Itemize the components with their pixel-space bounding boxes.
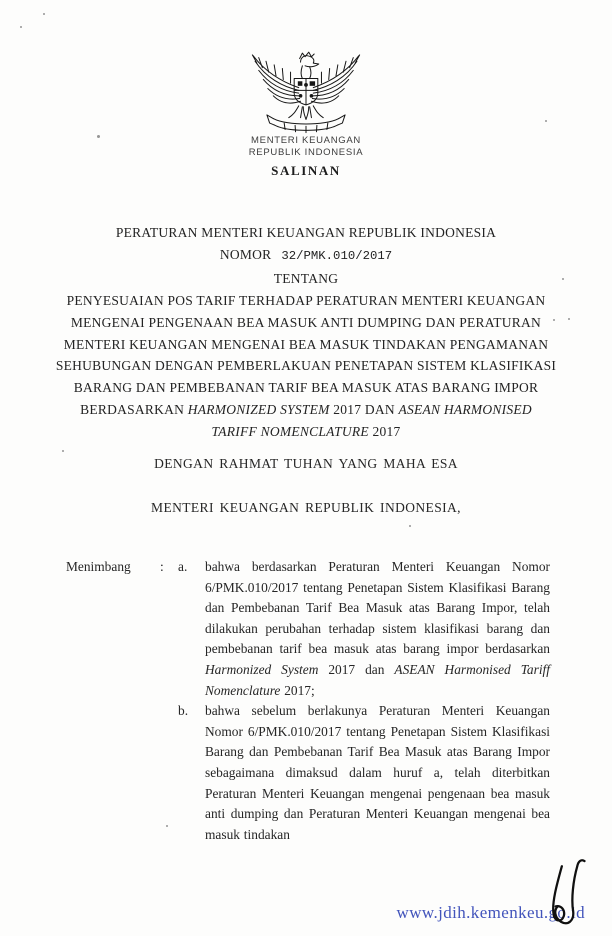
copy-stamp: SALINAN [271, 163, 341, 178]
scan-speck [545, 120, 547, 122]
considerations-label: Menimbang [66, 559, 131, 574]
scan-speck [62, 450, 64, 452]
regulation-number-line [31, 244, 581, 268]
considerations-separator: : [160, 559, 164, 574]
subject-line: MENTERI KEUANGAN MENGENAI BEA MASUK TINDAKAN PENGAMANAN [63, 336, 549, 352]
subject-line: MENGENAI PENGENAAN BEA MASUK ANTI DUMPING DAN PERATURAN [70, 314, 542, 330]
authority-line: MENTERI KEUANGAN REPUBLIK INDONESIA, [151, 500, 461, 515]
consideration-item-a [178, 557, 552, 701]
scan-speck [409, 525, 411, 527]
scan-speck [20, 26, 22, 28]
item-marker: b. [178, 703, 189, 719]
consideration-item-b [178, 701, 552, 845]
number-value: 32/PMK.010/2017 [281, 248, 393, 263]
item-text: bahwa sebelum berlakunya Peraturan Menteri Keuangan Nomor 6/PMK.010/2017 tentang Penetapan Sistem Klasifikasi Barang dan Pembebanan Tarif Bea Masuk atas Barang Impor sebagaimana dimaksud dalam huruf a, telah diterbitkan Peraturan Menteri Keuangan mengenai pengenaan bea masuk anti dumping dan Peraturan Menteri Keuangan mengenai bea masuk tindakan [205, 703, 550, 842]
item-text: bahwa berdasarkan Peraturan Menteri Keuangan Nomor 6/PMK.010/2017 tentang Penetapan Sistem Klasifikasi Barang dan Pembebanan Tarif Bea Masuk atas Barang Impor, telah dilakukan perubahan terhadap sistem klasifikasi barang dan pembebanan tarif bea masuk atas barang impor berdasarkan Harmonized System 2017 dan ASEAN Harmonised Tariff Nomenclature 2017; [205, 559, 550, 698]
invocation-line: DENGAN RAHMAT TUHAN YANG MAHA ESA [154, 456, 458, 471]
item-marker: a. [178, 559, 188, 574]
regulation-org-line: PERATURAN MENTERI KEUANGAN REPUBLIK INDONESIA [115, 225, 497, 240]
considerations-section [66, 557, 552, 845]
ministry-line-1: MENTERI KEUANGAN [251, 135, 361, 146]
subject-line: BERDASARKAN HARMONIZED SYSTEM 2017 DAN ASEAN HARMONISED [80, 402, 532, 418]
jdih-url-link[interactable]: www.jdih.kemenkeu.go.id [396, 903, 585, 922]
about-label: TENTANG [273, 270, 339, 286]
garuda-pancasila-emblem [246, 50, 366, 143]
ministry-line-2: REPUBLIK INDONESIA [248, 146, 364, 158]
subject-line: SEHUBUNGAN DENGAN PEMBERLAKUAN PENETAPAN SISTEM KLASIFIKASI [55, 358, 557, 374]
number-label: NOMOR [219, 246, 272, 262]
subject-line: BARANG DAN PEMBEBANAN TARIF BEA MASUK ATAS BARANG IMPOR [73, 380, 539, 396]
title-block [31, 222, 581, 443]
subject-line: TARIFF NOMENCLATURE 2017 [211, 424, 401, 440]
ministry-name [0, 135, 612, 158]
scan-speck [43, 13, 45, 15]
handwritten-paraph-mark [536, 858, 598, 936]
subject-line: PENYESUAIAN POS TARIF TERHADAP PERATURAN MENTERI KEUANGAN [66, 292, 546, 308]
